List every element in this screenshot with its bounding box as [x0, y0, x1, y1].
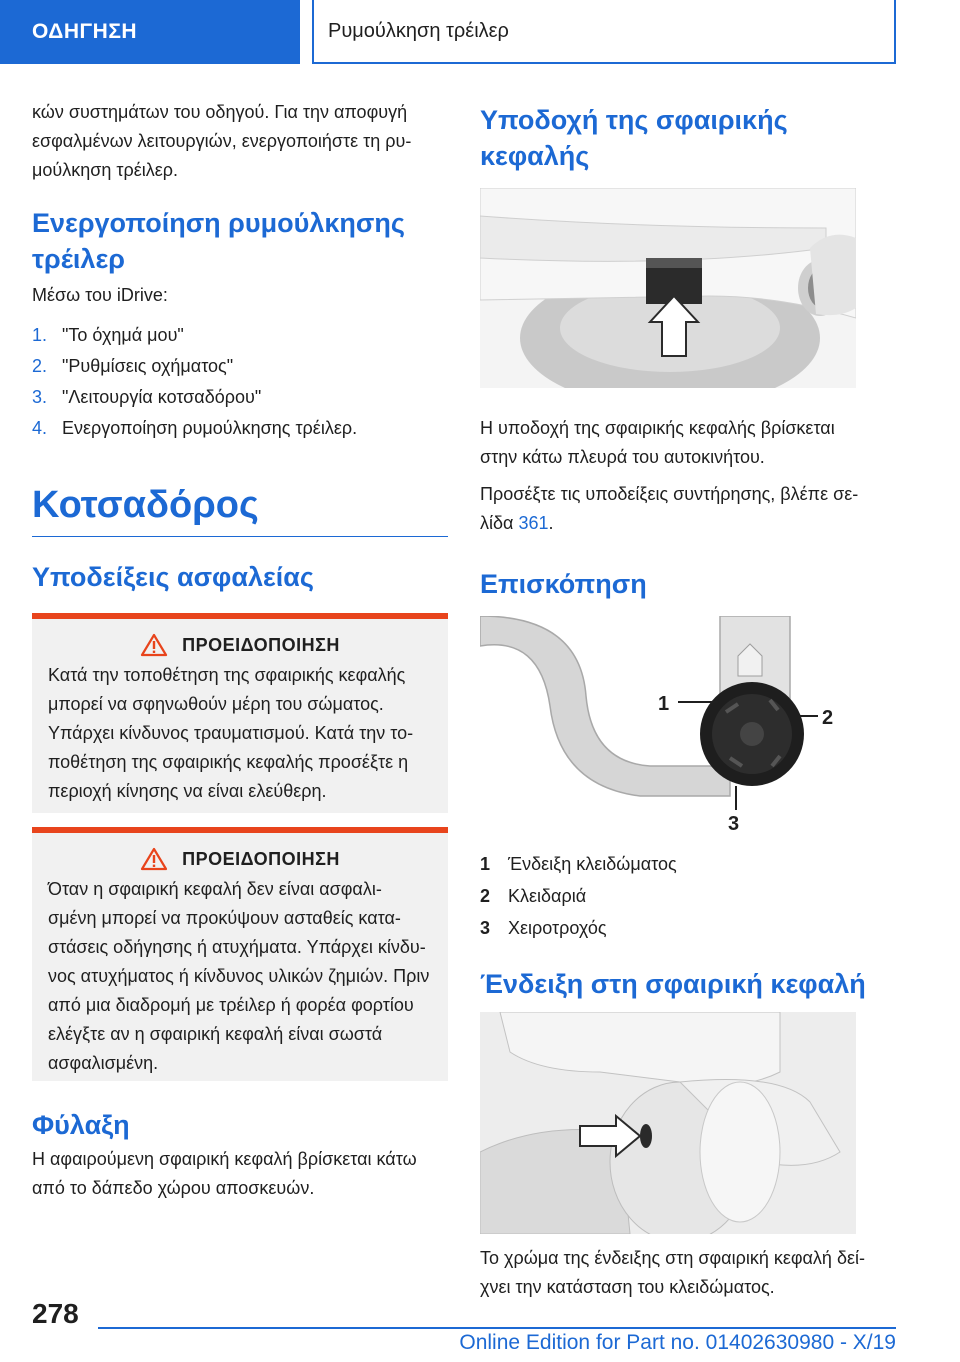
warning-text: νος ατυχήματος ή κίνδυνος υλικών ζημιών. Πριν — [48, 966, 430, 986]
right-column — [480, 98, 896, 1302]
receptacle-text: Η υποδοχή της σφαιρικής κεφαλής βρίσκεται — [480, 418, 835, 438]
section-tab[interactable]: ΟΔΗΓΗΣΗ — [0, 0, 300, 64]
receptacle-text: στην κάτω πλευρά του αυτοκινήτου. — [480, 447, 765, 467]
chapter-heading: Κοτσαδόρος — [32, 484, 259, 526]
page-reference-link[interactable]: 361 — [518, 513, 549, 533]
via-idrive-text: Μέσω του iDrive: — [32, 285, 168, 305]
receptacle-image — [480, 188, 856, 388]
indicator-text: Το χρώμα της ένδειξης στη σφαιρική κεφαλή δεί- — [480, 1248, 865, 1268]
warning-text: στάσεις οδήγησης ή ατυχήματα. Υπάρχει κίνδυ- — [48, 937, 426, 957]
warning-label: ΠΡΟΕΙΔΟΠΟΙΗΣΗ — [182, 848, 340, 869]
safety-heading: Υποδείξεις ασφαλείας — [32, 562, 314, 592]
warning-box — [32, 613, 448, 813]
step-item: 3. "Λειτουργία κοτσαδόρου" — [32, 387, 262, 407]
warning-text: περιοχή κίνησης να είναι ελεύθερη. — [48, 781, 327, 801]
receptacle-heading: Υποδοχή της σφαιρικής κεφαλής — [480, 105, 788, 171]
legend-item: 2 Κλειδαριά — [480, 886, 587, 906]
overview-legend — [480, 848, 896, 944]
storage-text: Η αφαιρούμενη σφαιρική κεφαλή βρίσκεται κάτω — [32, 1149, 417, 1169]
storage-heading: Φύλαξη — [32, 1110, 130, 1140]
indicator-text: χνει την κατάσταση του κλειδώματος. — [480, 1277, 775, 1297]
warning-text: ελέγξτε αν η σφαιρική κεφαλή είναι σωστά — [48, 1024, 383, 1044]
warning-header — [48, 633, 432, 657]
callout-2: 2 — [822, 707, 834, 729]
indicator-heading: Ένδειξη στη σφαιρική κεφαλή — [480, 969, 866, 999]
warning-text: Υπάρχει κίνδυνος τραυματισμού. Κατά την το- — [48, 723, 414, 743]
activation-heading: Ενεργοποίηση ρυμούλκησης τρέιλερ — [32, 208, 405, 274]
overview-heading: Επισκόπηση — [480, 569, 647, 599]
legend-item: 1 Ένδειξη κλειδώματος — [480, 854, 677, 874]
warning-label: ΠΡΟΕΙΔΟΠΟΙΗΣΗ — [182, 634, 340, 655]
overview-image — [480, 616, 856, 836]
step-item: 1. "Το όχημά μου" — [32, 325, 184, 345]
chapter-title-box — [312, 0, 896, 64]
warning-text: Κατά την τοποθέτηση της σφαιρικής κεφαλής — [48, 665, 406, 685]
intro-line: εσφαλμένων λειτουργιών, ενεργοποιήστε τη ρυ- — [32, 131, 412, 151]
step-item: 4. Ενεργοποίηση ρυμούλκησης τρέιλερ. — [32, 418, 358, 438]
warning-text: από μια διαδρομή με τρέιλερ ή φορέα φορτίου — [48, 995, 414, 1015]
warning-triangle-icon — [140, 633, 168, 657]
warning-triangle-icon — [140, 847, 168, 871]
footer-rule — [98, 1327, 896, 1329]
warning-text: ασφαλισμένη. — [48, 1053, 159, 1073]
warning-text: μπορεί να σφηνωθούν μέρη του σώματος. — [48, 694, 384, 714]
receptacle-text: λίδα 361. — [480, 513, 554, 533]
edition-link[interactable]: Online Edition for Part no. 01402630980 - X/19 — [459, 1331, 896, 1354]
page-number: 278 — [32, 1298, 79, 1329]
intro-line: μούλκηση τρέιλερ. — [32, 160, 178, 180]
callout-3: 3 — [728, 813, 740, 835]
indicator-image — [480, 1012, 856, 1234]
legend-item: 3 Χειροτροχός — [480, 918, 607, 938]
intro-line: κών συστημάτων του οδηγού. Για την αποφυγή — [32, 102, 408, 122]
left-column — [32, 98, 448, 1203]
step-item: 2. "Ρυθμίσεις οχήματος" — [32, 356, 234, 376]
warning-box — [32, 827, 448, 1081]
warning-text: σμένη μπορεί να προκύψουν ασταθείς κατα- — [48, 908, 401, 928]
callout-1: 1 — [658, 693, 670, 715]
warning-text: ποθέτηση της σφαιρικής κεφαλής προσέξτε η — [48, 752, 409, 772]
receptacle-text: Προσέξτε τις υποδείξεις συντήρησης, βλέπε σε- — [480, 484, 859, 504]
activation-steps — [32, 320, 448, 444]
warning-header — [48, 847, 432, 871]
chapter-title: Ρυμούλκηση τρέιλερ — [328, 19, 509, 42]
warning-text: Όταν η σφαιρική κεφαλή δεν είναι ασφαλι- — [48, 879, 382, 899]
storage-text: από το δάπεδο χώρου αποσκευών. — [32, 1178, 315, 1198]
